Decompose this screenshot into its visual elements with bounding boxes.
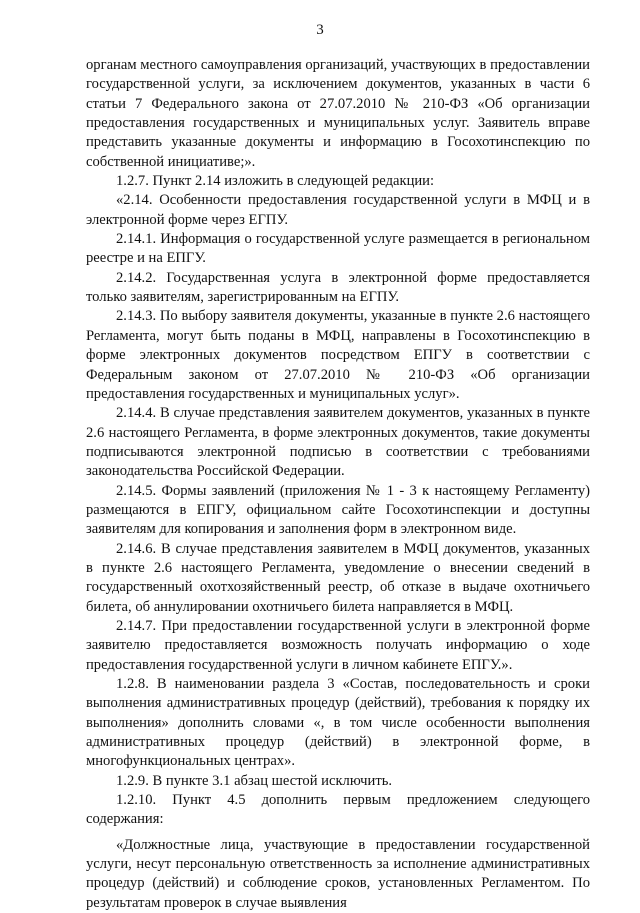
paragraph-4: 2.14.1. Информация о государственной услуге размещается в региональном реестре и на ЕПГУ. [86, 231, 590, 267]
paragraph-10: 2.14.7. При предоставлении государственной услуги в электронной форме заявителю предоставляется возможность получать информацию о ходе предоставления государственной услуги в личном кабинете ЕПГУ.». [86, 617, 590, 673]
paragraph-11: 1.2.8. В наименовании раздела 3 «Состав, последовательность и сроки выполнения административных процедур (действий), требования к порядку их выполнения» дополнить словами «, в том числе особенности выполнения административных процедур (действий) в электронной форме, в многофункциональных центрах». [86, 676, 590, 770]
paragraph-2: 1.2.7. Пункт 2.14 изложить в следующей редакции: [116, 173, 435, 190]
paragraph-14: «Должностные лица, участвующие в предоставлении государственной услуги, несут персональную ответственность за исполнение административных процедур (действий) и соблюдение сроков, установленных Регламентом. По результатам проверок в случае выявления [86, 836, 590, 911]
paragraph-12: 1.2.9. В пункте 3.1 абзац шестой исключить. [116, 772, 393, 789]
paragraph-9: 2.14.6. В случае представления заявителем в МФЦ документов, указанных в пункте 2.6 настоящего Регламента, уведомление о внесении сведений в государственный охотхозяйственный реестр, об отказе в выдаче охотничьего билета, об аннулировании охотничьего билета направляется в МФЦ. [86, 540, 590, 615]
paragraph-5: 2.14.2. Государственная услуга в электронной форме предоставляется только заявителям, зарегистрированным на ЕГПУ. [86, 269, 590, 306]
paragraph-8: 2.14.5. Формы заявлений (приложения № 1 - 3 к настоящему Регламенту) размещаются в ЕПГУ, официальном сайте Госохотинспекции и доступны заявителям для копирования и заполнения форм в электронном виде. [86, 482, 590, 538]
paragraph-1: органам местного самоуправления организаций, участвующих в предоставлении государственной услуги, за исключением документов, указанных в части 6 статьи 7 Федерального закона от 27.07.2010 № 210-ФЗ «Об организации предоставления государственных и муниципальных услуг. Заявитель вправе представить указанные документы и информацию в Госохотинспекцию по собственной инициативе;». [86, 57, 590, 170]
paragraph-13: 1.2.10. Пункт 4.5 дополнить первым предложением следующего содержания: [86, 792, 590, 828]
paragraph-7: 2.14.4. В случае представления заявителем документов, указанных в пункте 2.6 настоящего Регламента, в форме электронных документов, такие документы подписываются электронной подписью в соответствии с требованиями законодательства Российской Федерации. [86, 405, 590, 480]
page-number: 3 [316, 22, 324, 38]
document-body [86, 56, 590, 913]
paragraph-6: 2.14.3. По выбору заявителя документы, указанные в пункте 2.6 настоящего Регламента, могут быть поданы в МФЦ, направлены в Госохотинспекцию в форме электронных документов посредством ЕПГУ в соответствии с Федеральным законом от 27.07.2010 № 210-ФЗ «Об организации предоставления государственных и муниципальных услуг». [86, 308, 590, 402]
paragraph-3: «2.14. Особенности предоставления государственной услуги в МФЦ и в электронной форме через ЕГПУ. [86, 192, 590, 228]
